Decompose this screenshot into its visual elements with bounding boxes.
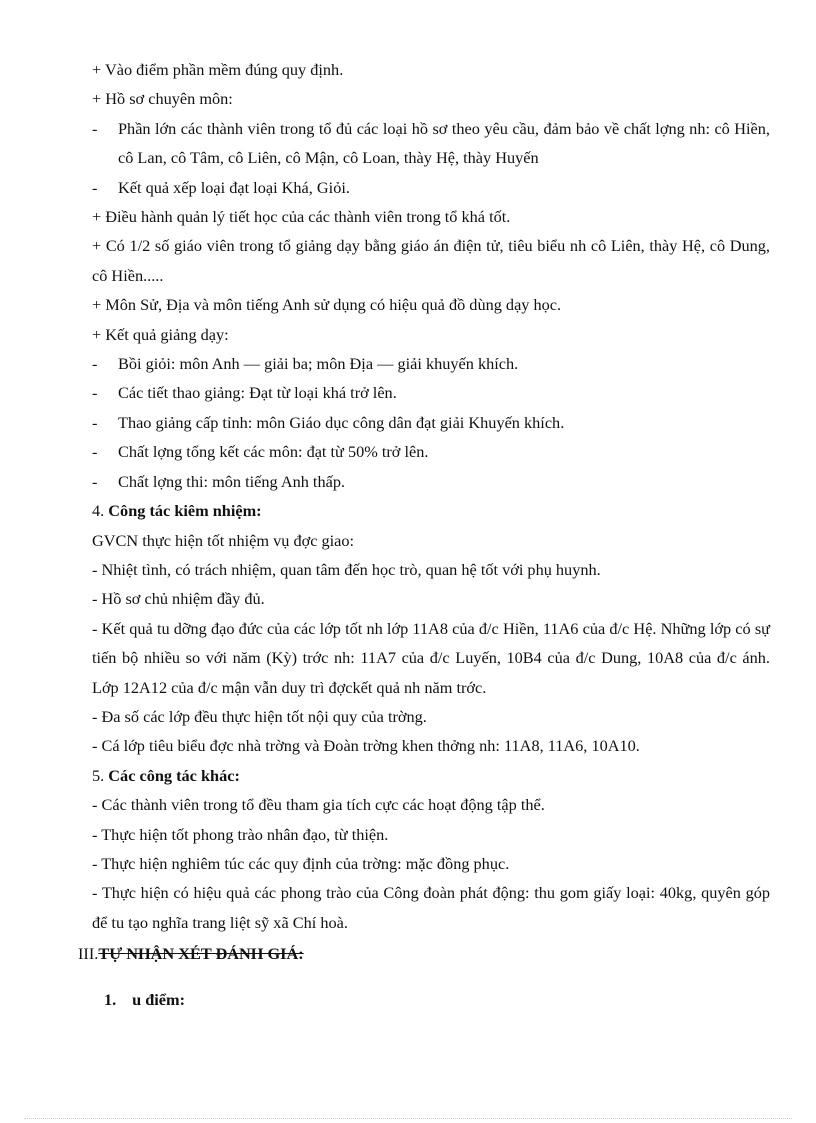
section-3-title: TỰ NHẬN XÉT ĐÁNH GIÁ: bbox=[98, 944, 304, 964]
bullet-records-complete bbox=[92, 114, 770, 173]
line-professional-records: + Hồ sơ chuyên môn: bbox=[92, 89, 233, 109]
line-union-movements: - Thực hiện có hiệu quả các phong trào của Công đoàn phát động: thu gom giấy loại: 40kg, quyên góp để tu tạo nghĩa trang liệt sỹ xã Chí hoà. bbox=[92, 883, 770, 932]
dash-marker: - bbox=[92, 442, 98, 462]
line-moral-training: - Kết quả tu dỡng đạo đức của các lớp tốt nh lớp 11A8 của đ/c Hiền, 11A6 của đ/c Hệ. Những lớp có sự tiến bộ nhiều so với năm (Kỳ) trớc nh: 11A7 của đ/c Luyến, 10B4 của đ/c Dung, 10A8 của đ/c ánh. Lớp 12A12 của đ/c mận vẫn duy trì đợckết quả nh năm trớc. bbox=[92, 618, 770, 697]
subsection-1-number: 1. bbox=[104, 989, 117, 1009]
section-5-title: Các công tác khác: bbox=[108, 765, 240, 785]
document-page bbox=[78, 55, 770, 1031]
bullet-text: Chất lợng tổng kết các môn: đạt từ 50% trở lên. bbox=[118, 442, 429, 462]
bullet-text: Phần lớn các thành viên trong tổ đủ các loại hồ sơ theo yêu cầu, đảm bảo về chất lợng nh: cô Hiền, cô Lan, cô Tâm, cô Liên, cô Mận, cô Loan, thày Hệ, thày Huyến bbox=[118, 118, 770, 168]
bullet-ranking-result bbox=[92, 173, 770, 202]
section-4-title: Công tác kiêm nhiệm: bbox=[108, 501, 262, 521]
dash-marker: - bbox=[92, 412, 98, 432]
dash-marker: - bbox=[92, 471, 98, 491]
section-5-heading bbox=[92, 761, 770, 790]
section-5-number: 5. bbox=[92, 765, 105, 785]
bullet-provincial-demo bbox=[92, 408, 770, 437]
section-3-heading bbox=[78, 939, 756, 968]
line-charity: - Thực hiện tốt phong trào nhân đạo, từ thiện. bbox=[92, 824, 389, 844]
line-homeroom-duties: GVCN thực hiện tốt nhiệm vụ đợc giao: bbox=[92, 530, 355, 550]
dash-marker: - bbox=[92, 383, 98, 403]
bullet-exam-quality bbox=[92, 467, 770, 496]
section-4-number: 4. bbox=[92, 501, 105, 521]
bullet-text: Các tiết thao giảng: Đạt từ loại khá trở lên. bbox=[118, 383, 397, 403]
line-teaching-aids: + Môn Sử, Địa và môn tiếng Anh sử dụng có hiệu quả đồ dùng dạy học. bbox=[92, 295, 562, 315]
bullet-text: Chất lợng thi: môn tiếng Anh thấp. bbox=[118, 471, 346, 491]
dash-marker: - bbox=[92, 177, 98, 197]
section-3-number: III. bbox=[78, 944, 99, 964]
line-uniform: - Thực hiện nghiêm túc các quy định của trờng: mặc đồng phục. bbox=[92, 853, 510, 873]
bullet-text: Bồi giỏi: môn Anh — giải ba; môn Địa — giải khuyến khích. bbox=[118, 354, 519, 374]
dash-marker: - bbox=[92, 118, 98, 138]
subsection-1-heading bbox=[104, 985, 770, 1014]
line-enter-scores: + Vào điểm phần mềm đúng quy định. bbox=[92, 60, 344, 79]
bullet-summary-quality bbox=[92, 437, 770, 466]
line-homeroom-records: - Hồ sơ chủ nhiệm đầy đủ. bbox=[92, 589, 265, 609]
section-4-heading bbox=[92, 496, 770, 525]
line-lesson-management: + Điều hành quản lý tiết học của các thành viên trong tổ khá tốt. bbox=[92, 207, 511, 227]
page-bottom-divider bbox=[24, 1118, 792, 1119]
bullet-text: Kết quả xếp loại đạt loại Khá, Giỏi. bbox=[118, 177, 350, 197]
line-teaching-results: + Kết quả giảng dạy: bbox=[92, 324, 229, 344]
line-school-rules: - Đa số các lớp đều thực hiện tốt nội quy của trờng. bbox=[92, 706, 427, 726]
line-enthusiasm: - Nhiệt tình, có trách nhiệm, quan tâm đến học trò, quan hệ tốt với phụ huynh. bbox=[92, 559, 601, 579]
line-collective-activities: - Các thành viên trong tổ đều tham gia tích cực các hoạt động tập thể. bbox=[92, 795, 545, 815]
bullet-text: Thao giảng cấp tỉnh: môn Giáo dục công dân đạt giải Khuyến khích. bbox=[118, 412, 565, 432]
bullet-demo-lessons bbox=[92, 378, 770, 407]
bullet-gifted-students bbox=[92, 349, 770, 378]
line-e-lesson-plans: + Có 1/2 số giáo viên trong tổ giảng dạy bằng giáo án điện tử, tiêu biểu nh cô Liên, thày Hệ, cô Dung, cô Hiền..... bbox=[92, 236, 770, 285]
subsection-1-title: u điểm: bbox=[132, 989, 185, 1009]
dash-marker: - bbox=[92, 354, 98, 374]
line-commended-classes: - Cá lớp tiêu biểu đợc nhà trờng và Đoàn trờng khen thởng nh: 11A8, 11A6, 10A10. bbox=[92, 736, 640, 756]
